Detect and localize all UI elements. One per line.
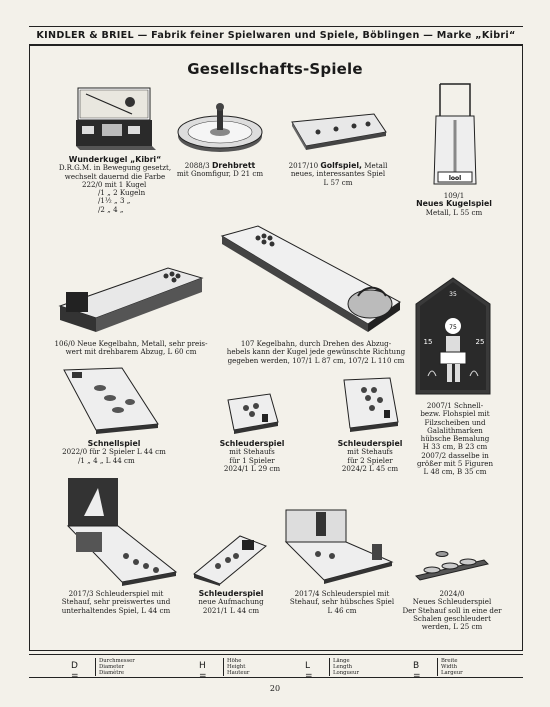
schleuder4-caption <box>282 590 402 615</box>
caption-line: L 48 cm, B 35 cm <box>423 467 487 477</box>
caption-line: mit Stehaufs <box>347 447 393 457</box>
page-title: Gesellschafts-Spiele <box>187 60 363 78</box>
wunderkugel-caption <box>52 156 178 214</box>
caption-line: Metall, L 55 cm <box>425 207 483 217</box>
caption-line: wechselt dauernd die Farbe <box>64 171 166 181</box>
golfspiel-caption <box>286 162 390 187</box>
schleuder-b-name: Schleuderspiel <box>337 439 403 448</box>
legend-word: Diameter <box>99 664 125 670</box>
legend-word: Width <box>441 664 457 670</box>
caption-line: für 1 Spieler <box>229 455 275 465</box>
legend-word: Length <box>333 664 352 670</box>
legend-symbol: H = <box>199 661 207 681</box>
caption-line: 2007/1 Schnell- <box>426 401 484 410</box>
caption-line: Filzscheiben und <box>424 417 486 427</box>
caption-line: 106/0 Neue Kegelbahn, Metall, sehr preis- <box>54 339 208 348</box>
schnellspiel-name: Schnellspiel <box>87 439 141 448</box>
caption-line: werden, L 25 cm <box>421 622 483 632</box>
kugelspiel-number: 109/1 <box>443 191 465 200</box>
schleuder-c-caption <box>186 590 276 615</box>
caption-line: Neues Schleuderspiel <box>412 597 492 607</box>
legend-word: Hauteur <box>227 670 250 676</box>
caption-line: bezw. Flohspiel mit <box>420 409 490 419</box>
kegelbahn107-illustration <box>218 224 404 334</box>
legend-symbol: D = <box>71 661 79 681</box>
flohspiel-score-top: 35 <box>449 291 457 298</box>
kegelbahn106-caption <box>44 340 218 357</box>
caption-line: Schalen geschleudert <box>413 613 491 623</box>
caption-line: Galalithmarken <box>427 425 483 435</box>
caption-line: 2017/3 Schleuderspiel mit <box>68 589 164 598</box>
legend-word: Breite <box>441 658 458 664</box>
caption-line: hübsche Bemalung <box>420 434 490 444</box>
caption-line: /1½ „ 3 „ <box>98 196 131 206</box>
schnellspiel-illustration <box>62 366 160 434</box>
caption-line: 2022/0 für 2 Spieler L 44 cm <box>62 447 166 457</box>
legend-symbol: L = <box>305 661 313 681</box>
drehbrett-number: 2088/3 <box>184 161 210 170</box>
flohspiel-score-center: 75 <box>449 324 457 331</box>
flohspiel-score-left: 15 <box>423 338 433 346</box>
caption-line: hebels kann der Kugel jede gewünschte Richtung <box>226 347 406 357</box>
drehbrett-name: Drehbrett <box>211 161 256 170</box>
caption-line: für 2 Spieler <box>347 455 393 465</box>
schleuder-b-caption <box>324 440 416 473</box>
flohspiel-illustration <box>414 276 492 398</box>
caption-line: 2024/2 L 45 cm <box>341 463 399 473</box>
caption-line: mit Gnomfigur, D 21 cm <box>176 169 264 179</box>
schleuder-b-illustration <box>340 376 400 434</box>
caption-line: Stehauf, sehr preiswertes und <box>61 597 171 607</box>
caption-line: 2024/1 L 29 cm <box>223 463 281 473</box>
caption-line: mit Stehaufs <box>229 447 275 457</box>
flohspiel-score-right: 25 <box>475 338 485 346</box>
schleuder4-illustration <box>282 508 396 586</box>
caption-line: 107 Kegelbahn, durch Drehen des Abzug- <box>240 339 392 348</box>
legend-word: Höhe <box>227 658 242 664</box>
caption-line: L 46 cm <box>327 605 357 615</box>
schleuder-c-name: Schleuderspiel <box>198 589 264 598</box>
kugelspiel-illustration <box>430 80 480 190</box>
flohspiel-caption <box>410 402 500 477</box>
schleuder-a-illustration <box>224 392 280 434</box>
kugelspiel-caption <box>414 192 494 217</box>
kegelbahn106-illustration <box>56 262 206 334</box>
caption-line: größer mit 5 Figuren <box>416 459 494 469</box>
drehbrett-illustration <box>176 100 264 156</box>
caption-line: /2 „ 4 „ <box>98 204 124 214</box>
kugelspiel-plate-text: lool <box>448 175 462 182</box>
schleuder-c-illustration <box>190 534 270 586</box>
abbreviation-legend <box>29 654 523 681</box>
golfspiel-number: 2017/10 <box>288 161 319 170</box>
caption-line: Der Stehauf soll in eine der <box>402 605 502 615</box>
caption-line: 2017/4 Schleuderspiel mit <box>294 589 390 598</box>
schnellspiel-caption <box>58 440 170 465</box>
page-header: KINDLER & BRIEL — Fabrik feiner Spielwaren und Spiele, Böblingen — Marke „Kibri“ <box>29 26 523 45</box>
schleuder3-illustration <box>64 476 178 586</box>
caption-line: neue Aufmachung <box>198 597 264 607</box>
caption-line: 2021/1 L 44 cm <box>202 605 260 615</box>
caption-line: D.R.G.M. in Bewegung gesetzt, <box>58 163 172 173</box>
caption-line: wert mit drehbarem Abzug, L 60 cm <box>65 347 197 357</box>
caption-line: gegeben werden, 107/1 L 87 cm, 107/2 L 110 cm <box>227 355 405 365</box>
kegelbahn107-caption <box>226 340 406 365</box>
caption-line: 2007/2 dasselbe in <box>421 450 489 460</box>
schleuder2024-caption <box>398 590 506 631</box>
schleuder-a-name: Schleuderspiel <box>219 439 285 448</box>
legend-symbol: B = <box>413 661 421 681</box>
caption-line: L 57 cm <box>323 177 353 187</box>
legend-word: Länge <box>333 658 350 664</box>
page-number: 20 <box>269 684 281 693</box>
caption-line: H 33 cm, B 23 cm <box>422 442 488 452</box>
schleuder2024-illustration <box>412 546 492 586</box>
caption-line: 2024/0 <box>439 589 465 598</box>
golfspiel-name: Golfspiel, <box>320 161 363 170</box>
caption-line: Metall <box>364 161 388 170</box>
caption-line: unterhaltendes Spiel, L 44 cm <box>61 605 171 615</box>
golfspiel-illustration <box>288 112 388 156</box>
schleuder-a-caption <box>206 440 298 473</box>
wunderkugel-name: Wunderkugel „Kibri“ <box>68 155 162 164</box>
drehbrett-caption <box>166 162 274 179</box>
legend-word: Height <box>227 664 246 670</box>
legend-word: Longueur <box>333 670 359 676</box>
caption-line: Stehauf, sehr hübsches Spiel <box>289 597 395 607</box>
wunderkugel-illustration <box>72 84 158 154</box>
caption-line: 222/0 mit 1 Kugel <box>82 179 147 189</box>
caption-line: neues, interessantes Spiel <box>290 169 386 179</box>
caption-line: /1 „ 4 „ L 44 cm <box>78 455 135 465</box>
caption-line: /1 „ 2 Kugeln <box>98 188 146 198</box>
legend-word: Durchmesser <box>99 658 135 664</box>
kugelspiel-name: Neues Kugelspiel <box>416 199 492 209</box>
legend-word: Largeur <box>441 670 463 676</box>
legend-word: Diamètre <box>99 670 125 676</box>
schleuder3-caption <box>52 590 180 615</box>
